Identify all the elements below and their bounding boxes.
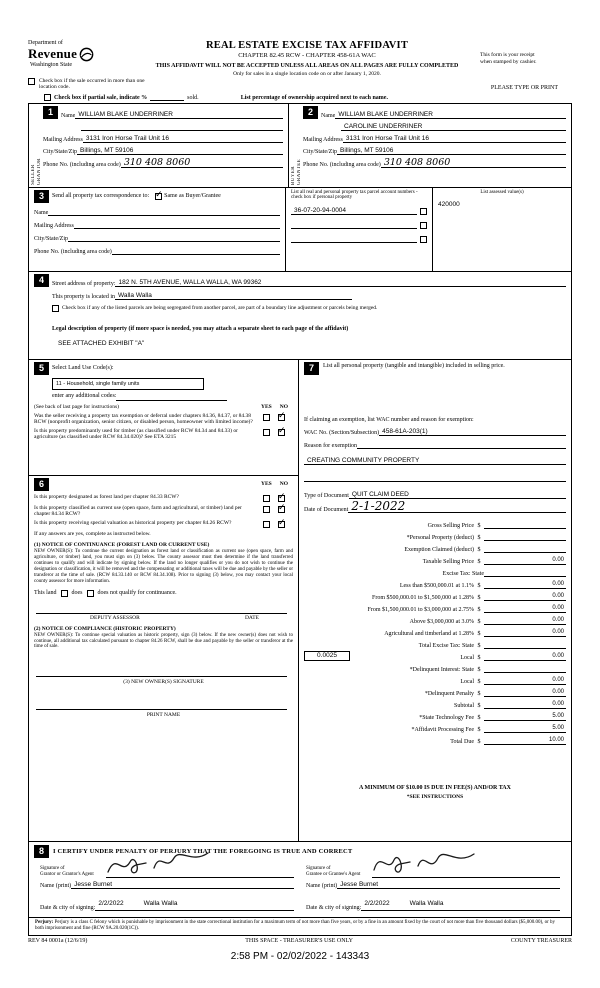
grantor-name-label: Name (print) xyxy=(40,882,72,889)
completion-warning: THIS AFFIDAVIT WILL NOT BE ACCEPTED UNLESS ALL AREAS ON ALL PAGES ARE FULLY COMPLETED xyxy=(155,63,459,69)
exemption-intro: If claiming an exemption, list WAC number and reason for exemption: xyxy=(304,416,474,423)
correspondence-address-field[interactable] xyxy=(74,221,280,229)
document-date-label: Date of Document xyxy=(304,506,349,513)
dollar-sign: $ xyxy=(477,534,481,541)
grantor-date-label: Date & city of signing: xyxy=(40,904,96,911)
section-certify xyxy=(29,842,571,918)
tax-line-value[interactable]: 0.00 xyxy=(484,701,566,709)
grantee-name-label: Name (print) xyxy=(306,882,338,889)
property-location-label: This property is located in xyxy=(52,293,115,300)
see-back-note: (See back of last page for instructions) xyxy=(34,403,119,410)
dollar-sign: $ xyxy=(477,618,481,625)
pre-form-row-2 xyxy=(44,94,572,101)
form-body xyxy=(28,103,572,936)
tax-line-label: Total Due xyxy=(450,738,474,745)
exemption-yes-checkbox[interactable] xyxy=(263,414,270,421)
tax-line xyxy=(304,589,566,601)
tax-line xyxy=(304,577,566,589)
tax-line-label: *Delinquent Penalty xyxy=(424,690,474,697)
compliance-notice-body: NEW OWNER(S): To continue special valuation as historic property, sign (3) below. If the new owner(s) does not wish to continue, all additional tax calculated pursuant to chapter 84.26 RCW, shall be due and payable by the seller or transferor at the time of sale. xyxy=(34,632,293,650)
segregation-checkbox[interactable] xyxy=(52,305,59,312)
this-land-label: This land xyxy=(34,590,57,597)
grantee-signature xyxy=(370,848,480,878)
tax-line-value[interactable]: 5.00 xyxy=(484,725,566,733)
seller-phone-label: Phone No. (including area code) xyxy=(43,161,121,168)
tax-line xyxy=(304,553,566,565)
grantee-date-label: Date & city of signing: xyxy=(306,904,362,911)
revenue-wordmark: Revenue xyxy=(28,46,78,61)
dollar-sign: $ xyxy=(477,546,481,553)
tax-line xyxy=(304,637,566,649)
minimum-due-note: A MINIMUM OF $10.00 IS DUE IN FEE(S) AND/OR TAX xyxy=(359,784,511,791)
same-as-buyer-checkbox[interactable] xyxy=(155,193,162,200)
reason-label: Reason for exemption xyxy=(304,442,357,449)
form-header xyxy=(28,40,572,77)
perjury-lead: Perjury: xyxy=(35,919,54,925)
personal-property-title: List all personal property (tangible and intangible) included in selling price. xyxy=(323,362,505,369)
correspondence-csz-field[interactable] xyxy=(68,234,280,242)
tax-line xyxy=(304,673,566,685)
tax-line-value[interactable]: 0.00 xyxy=(484,617,566,625)
same-as-buyer-label: Same as Buyer/Grantee xyxy=(164,193,221,200)
correspondence-name-field[interactable] xyxy=(48,208,280,216)
grantor-date-line[interactable] xyxy=(95,892,294,911)
does-not-checkbox[interactable] xyxy=(87,590,94,597)
seller-phone-value[interactable]: 310 408 8060 xyxy=(121,158,283,168)
dollar-sign: $ xyxy=(477,630,481,637)
dollar-sign: $ xyxy=(477,738,481,745)
correspondence-name-label: Name xyxy=(34,209,49,216)
street-address-value[interactable]: 182 N. 5TH AVENUE, WALLA WALLA, WA 99362 xyxy=(115,279,566,287)
tax-line-label: Total Excise Tax: State xyxy=(418,642,474,649)
section-7-number: 7 xyxy=(304,362,319,375)
tax-line-value[interactable]: 0.00 xyxy=(484,581,566,589)
tax-line xyxy=(304,721,566,733)
seller-side-label: SELLER GRANTOR xyxy=(30,157,42,185)
section-seller xyxy=(29,104,289,187)
dollar-sign: $ xyxy=(477,654,481,661)
exemption-reason-value[interactable]: CREATING COMMUNITY PROPERTY xyxy=(304,457,566,465)
document-type-label: Type of Document xyxy=(304,492,349,499)
tax-line-label: Above $3,000,000 at 3.0% xyxy=(409,618,474,625)
new-owner-signature-label: (3) NEW OWNER(S) SIGNATURE xyxy=(123,679,204,686)
section-personal-property xyxy=(299,360,571,841)
dollar-sign: $ xyxy=(477,714,481,721)
additional-codes-label: enter any additional codes: xyxy=(52,392,117,399)
legal-description-label: Legal description of property (if more space is needed, you may attach a separate sheet to each page of the affidavit) xyxy=(52,325,349,332)
tax-line-label: Agricultural and timberland at 1.28% xyxy=(384,630,474,637)
dollar-sign: $ xyxy=(477,606,481,613)
grantee-city-value: Walla Walla xyxy=(409,899,444,907)
assessed-values-header: List assessed value(s) xyxy=(480,189,524,195)
reason-field[interactable] xyxy=(357,441,566,449)
section-1-number: 1 xyxy=(43,106,58,119)
seller-csz-value[interactable]: Billings, MT 59106 xyxy=(77,147,283,155)
tax-line xyxy=(304,625,566,637)
section-4-number: 4 xyxy=(34,274,49,287)
tax-line xyxy=(304,661,566,673)
tax-line-value[interactable]: 0.00 xyxy=(484,677,566,685)
tax-line xyxy=(304,613,566,625)
section-classification xyxy=(29,476,298,841)
exemption-question: Was the seller receiving a property tax exemption or deferral under chapters 84.36, 84.37, or 84.38 RCW (nonprofit organization, senior citizen, or disabled person, homeowner with limited income)? xyxy=(34,412,253,425)
grantor-city-value: Walla Walla xyxy=(143,899,178,907)
parcel-number-value[interactable]: 36-07-20-94-0004 xyxy=(291,207,417,215)
receipt-note: This form is your receipt when stamped by cashier. xyxy=(480,52,537,65)
seller-name-value[interactable]: WILLIAM BLAKE UNDERRINER xyxy=(75,111,283,119)
form-footer xyxy=(28,938,572,944)
buyer-csz-value[interactable]: Billings, MT 59106 xyxy=(337,147,566,155)
deputy-assessor-label: DEPUTY ASSESSOR xyxy=(90,614,140,621)
historic-question: Is this property receiving special valuation as historical property per chapter 84.26 RCW? xyxy=(34,520,232,527)
tax-line-value[interactable] xyxy=(484,641,566,649)
section-property xyxy=(29,272,571,360)
historic-yes-checkbox[interactable] xyxy=(263,521,270,528)
tax-line-label: Subtotal xyxy=(453,702,474,709)
dollar-sign: $ xyxy=(477,582,481,589)
section-buyer xyxy=(289,104,571,187)
partial-sale-checkbox[interactable] xyxy=(44,94,51,101)
does-label: does xyxy=(71,590,83,597)
dollar-sign: $ xyxy=(477,558,481,565)
tax-line-value[interactable]: 0.00 xyxy=(484,605,566,613)
tax-line xyxy=(304,529,566,541)
perjury-text: Perjury is a class C felony which is punishable by imprisonment in the state correctional institution for a maximum term of not more than five years, or by a fine in an amount fixed by the court of not more than five thousand dollars ($5,000.00), or by both imprisonment and fine (RCW 9A.20.020(1C)). xyxy=(35,919,556,931)
certify-statement: I CERTIFY UNDER PENALTY OF PERJURY THAT THE FOREGOING IS TRUE AND CORRECT xyxy=(53,847,353,855)
tax-line-label: Local xyxy=(460,678,474,685)
deputy-assessor-line[interactable] xyxy=(36,601,287,614)
compliance-notice-title: (2) NOTICE OF COMPLIANCE (HISTORIC PROPERTY) xyxy=(34,625,176,632)
seller-address-label: Mailing Address xyxy=(43,136,83,143)
section-land-use xyxy=(29,360,298,476)
county-treasurer-label: COUNTY TREASURER xyxy=(510,937,572,944)
buyer-phone-value[interactable]: 310 408 8060 xyxy=(381,158,566,168)
dollar-sign: $ xyxy=(477,678,481,685)
document-type-value[interactable]: QUIT CLAIM DEED xyxy=(349,491,566,499)
washington-state-label: Washington State xyxy=(30,62,73,68)
correspondence-phone-label: Phone No. (including area code) xyxy=(34,248,112,255)
wac-label: WAC No. (Section/Subsection) xyxy=(304,429,380,436)
buyer-side-label: BUYER GRANTEE xyxy=(290,158,302,185)
does-checkbox[interactable] xyxy=(61,590,68,597)
timber-yes-checkbox[interactable] xyxy=(263,429,270,436)
multi-location-checkbox[interactable] xyxy=(28,78,35,85)
treasurer-space-label: THIS SPACE - TREASURER'S USE ONLY xyxy=(245,937,353,944)
segregation-label: Check box if any of the listed parcels are being segregated from another parcel, are part of a boundary line adjustment or parcels being merged. xyxy=(62,305,378,312)
grantor-signing-block xyxy=(34,862,300,911)
document-date-value[interactable]: 2-1-2022 xyxy=(348,501,566,513)
section-3-number: 3 xyxy=(34,190,49,203)
reason-field-2[interactable] xyxy=(304,474,566,482)
does-not-label: does not qualify for continuance. xyxy=(97,590,177,597)
dollar-sign: $ xyxy=(477,642,481,649)
parcel-numbers-header: List all real and personal property tax parcel account numbers - check box if personal property xyxy=(291,189,418,201)
tax-line-label: Less than $500,000.01 at 1.1% xyxy=(399,582,474,589)
continuance-notice-body: NEW OWNER(S): To continue the current designation as forest land or classification as current use (open space, farm and agriculture, or timber) land, you must sign on (3) below. The county assessor must then determine if the land transferred continues to qualify and will indicate by signing below. If the land no longer qualifies or you do not wish to continue the designation or classification, it will be removed and the compensating or additional taxes will be due and payable by the seller or transferor at the time of sale. (RCW 84.33.140 or RCW 84.34.108). Prior to signing (3) below, you may contact your local county assessor for more information. xyxy=(34,549,293,584)
tax-line-label: Excise Tax: State xyxy=(442,570,484,577)
tax-line xyxy=(304,697,566,709)
tax-line-label: From $1,500,000.01 to $3,000,000 at 2.75% xyxy=(367,606,474,613)
please-type-note: PLEASE TYPE OR PRINT xyxy=(490,84,558,91)
tax-line-value[interactable] xyxy=(484,521,566,529)
receipt-timestamp: 2:58 PM - 02/02/2022 - 143343 xyxy=(230,950,370,962)
grantor-date-value: 2/2/2022 xyxy=(98,899,124,907)
forest-no-checkbox[interactable] xyxy=(278,495,285,502)
no-header: NO xyxy=(279,403,288,410)
tax-line-label: From $500,000.01 to $1,500,000 at 1.28% xyxy=(372,594,474,601)
no-header-6: NO xyxy=(279,481,288,488)
grantor-signature xyxy=(104,848,214,878)
tax-line-value[interactable] xyxy=(484,569,566,577)
grantee-date-line[interactable] xyxy=(361,892,560,911)
seller-csz-label: City/State/Zip xyxy=(43,148,77,155)
tax-line-label: *Personal Property (deduct) xyxy=(406,534,474,541)
form-chapter: CHAPTER 82.45 RCW - CHAPTER 458-61A WAC xyxy=(238,52,376,59)
tax-line-value[interactable]: 0.00 xyxy=(484,629,566,637)
tax-line-label: Taxable Selling Price xyxy=(422,558,474,565)
new-owner-signature-line[interactable] xyxy=(36,664,287,677)
tax-line-value[interactable]: 5.00 xyxy=(484,713,566,721)
parcel-number-field-2[interactable] xyxy=(291,221,417,229)
timber-question: Is this property predominantly used for timber (as classified under RCW 84.34 and 84.33) or agriculture (as classified under RCW 84.34.020)? See ETA 3215 xyxy=(34,428,238,441)
street-address-label: Street address of property: xyxy=(52,280,116,287)
tax-line-value[interactable] xyxy=(484,545,566,553)
tax-line xyxy=(304,685,566,697)
current-use-yes-checkbox[interactable] xyxy=(263,506,270,513)
tax-line-value[interactable] xyxy=(484,665,566,673)
tax-line-value[interactable]: 0.00 xyxy=(484,653,566,661)
single-location-note: Only for sales in a single location code on or after January 1, 2020. xyxy=(233,71,381,77)
tax-line-label: *State Technology Fee xyxy=(419,714,474,721)
assessor-date-label: DATE xyxy=(244,614,259,621)
grantee-name-value[interactable]: Jesse Burnet xyxy=(337,881,560,889)
dollar-sign: $ xyxy=(477,726,481,733)
form-revision: REV 84 0001a (12/6/19) xyxy=(28,937,88,944)
land-use-select[interactable]: 11 - Household, single family units xyxy=(52,378,204,390)
form-title: REAL ESTATE EXCISE TAX AFFIDAVIT xyxy=(205,40,409,51)
seller-name-label: Name xyxy=(61,112,76,119)
tax-line-value[interactable]: 10.00 xyxy=(484,737,566,745)
historic-no-checkbox[interactable] xyxy=(278,521,285,528)
section-5-number: 5 xyxy=(34,362,49,375)
tax-line xyxy=(304,733,566,745)
local-rate-box[interactable]: 0.0025 xyxy=(304,651,350,661)
tax-line-value[interactable]: 0.00 xyxy=(484,593,566,601)
current-use-no-checkbox[interactable] xyxy=(278,506,285,513)
dollar-sign: $ xyxy=(477,690,481,697)
tax-line xyxy=(304,709,566,721)
dor-logo xyxy=(28,40,134,77)
yes-no-header-6 xyxy=(261,481,293,487)
continuance-notice-title: (1) NOTICE OF CONTINUANCE (FOREST LAND OR CURRENT USE) xyxy=(34,542,210,549)
dollar-sign: $ xyxy=(477,666,481,673)
ownership-note: List percentage of ownership acquired next to each name. xyxy=(240,94,388,101)
correspondence-csz-label: City/State/Zip xyxy=(34,235,68,242)
exemption-no-checkbox[interactable] xyxy=(278,414,285,421)
buyer-address-value[interactable]: 3131 Iron Horse Trail Unit 16 xyxy=(343,135,566,143)
perjury-notice xyxy=(29,918,571,937)
buyer-phone-label: Phone No. (including area code) xyxy=(303,161,381,168)
print-name-line[interactable] xyxy=(36,697,287,710)
yes-header: YES xyxy=(261,403,272,410)
current-use-question: Is this property classified as current use (open space, farm and agricultural, or timber) land per chapter 84.34 RCW? xyxy=(34,504,242,517)
print-name-label: PRINT NAME xyxy=(146,712,181,719)
revenue-swirl-icon xyxy=(79,47,94,62)
section-2-number: 2 xyxy=(303,106,318,119)
pre-form-row-1 xyxy=(28,78,572,91)
continuance-qualify-row xyxy=(34,590,293,597)
land-use-title: Select Land Use Code(s): xyxy=(52,365,114,372)
dollar-sign: $ xyxy=(477,522,481,529)
seller-address-value[interactable]: 3131 Iron Horse Trail Unit 16 xyxy=(83,135,283,143)
tax-line-value[interactable]: 0.00 xyxy=(484,557,566,565)
dollar-sign: $ xyxy=(477,702,481,709)
section-6-number: 6 xyxy=(34,478,49,491)
tax-line-label: Local xyxy=(460,654,474,661)
additional-codes-field[interactable] xyxy=(116,393,227,401)
yes-header-6: YES xyxy=(261,481,272,488)
tax-line-value[interactable] xyxy=(484,533,566,541)
dollar-sign: $ xyxy=(477,594,481,601)
if-yes-note: If any answers are yes, complete as instructed below. xyxy=(34,531,151,538)
tax-line-label: *Delinquent Interest: State xyxy=(409,666,474,673)
see-instructions-note: *SEE INSTRUCTIONS xyxy=(406,793,464,800)
excise-tax-table xyxy=(304,517,566,745)
section-correspondence xyxy=(29,188,571,272)
forest-question: Is this property designated as forest land per chapter 84.33 RCW? xyxy=(34,493,179,500)
forest-yes-checkbox[interactable] xyxy=(263,495,270,502)
grantor-name-value[interactable]: Jesse Burnet xyxy=(71,881,294,889)
grantee-date-value: 2/2/2022 xyxy=(364,899,390,907)
assessed-value[interactable]: 420000 xyxy=(438,201,460,209)
parcel-number-field-3[interactable] xyxy=(291,235,417,243)
grantee-signing-block xyxy=(300,862,566,911)
grantor-signature-label: Signature of Grantor or Grantor's Agent xyxy=(40,866,94,877)
parcel-personal-checkbox-3[interactable] xyxy=(420,236,427,243)
yes-no-header-5 xyxy=(261,404,293,410)
wac-number-value[interactable]: 458-61A-203(1) xyxy=(379,428,566,436)
partial-sale-label: Check box if partial sale, indicate % xyxy=(54,94,148,101)
tax-line-value[interactable]: 0.00 xyxy=(484,689,566,697)
parcel-personal-checkbox-1[interactable] xyxy=(420,208,427,215)
buyer-name-value[interactable]: WILLIAM BLAKE UNDERRINER xyxy=(335,111,566,119)
tax-line-label: Exemption Claimed (deduct) xyxy=(404,546,474,553)
multi-location-label: Check box if the sale occurred in more than one location code. xyxy=(39,78,145,91)
send-correspondence-label: Send all property tax correspondence to: xyxy=(52,193,150,200)
section-8-number: 8 xyxy=(34,845,49,858)
timber-no-checkbox[interactable] xyxy=(278,429,285,436)
dept-of-label: Department of xyxy=(28,40,63,46)
correspondence-address-label: Mailing Address xyxy=(34,222,74,229)
partial-sale-percent-field[interactable] xyxy=(150,100,184,101)
tax-line xyxy=(304,601,566,613)
property-location-value[interactable]: Walla Walla xyxy=(115,292,352,300)
tax-line xyxy=(304,541,566,553)
buyer-address-label: Mailing Address xyxy=(303,136,343,143)
buyer-name-label: Name xyxy=(321,112,336,119)
tax-line xyxy=(304,517,566,529)
tax-line xyxy=(304,565,566,577)
tax-line xyxy=(304,649,566,661)
correspondence-phone-field[interactable] xyxy=(112,247,280,255)
seller-name2-field[interactable] xyxy=(81,123,283,131)
tax-line-label: *Affidavit Processing Fee xyxy=(411,726,474,733)
tax-line-label: Gross Selling Price xyxy=(427,522,474,529)
buyer-name2-value[interactable]: CAROLINE UNDERRINER xyxy=(341,123,566,131)
parcel-personal-checkbox-2[interactable] xyxy=(420,222,427,229)
buyer-csz-label: City/State/Zip xyxy=(303,148,337,155)
partial-sale-sold-label: sold. xyxy=(187,94,199,101)
legal-description-value[interactable]: SEE ATTACHED EXHIBIT "A" xyxy=(58,339,145,347)
grantee-signature-label: Signature of Grantee or Grantee's Agent xyxy=(306,866,361,877)
